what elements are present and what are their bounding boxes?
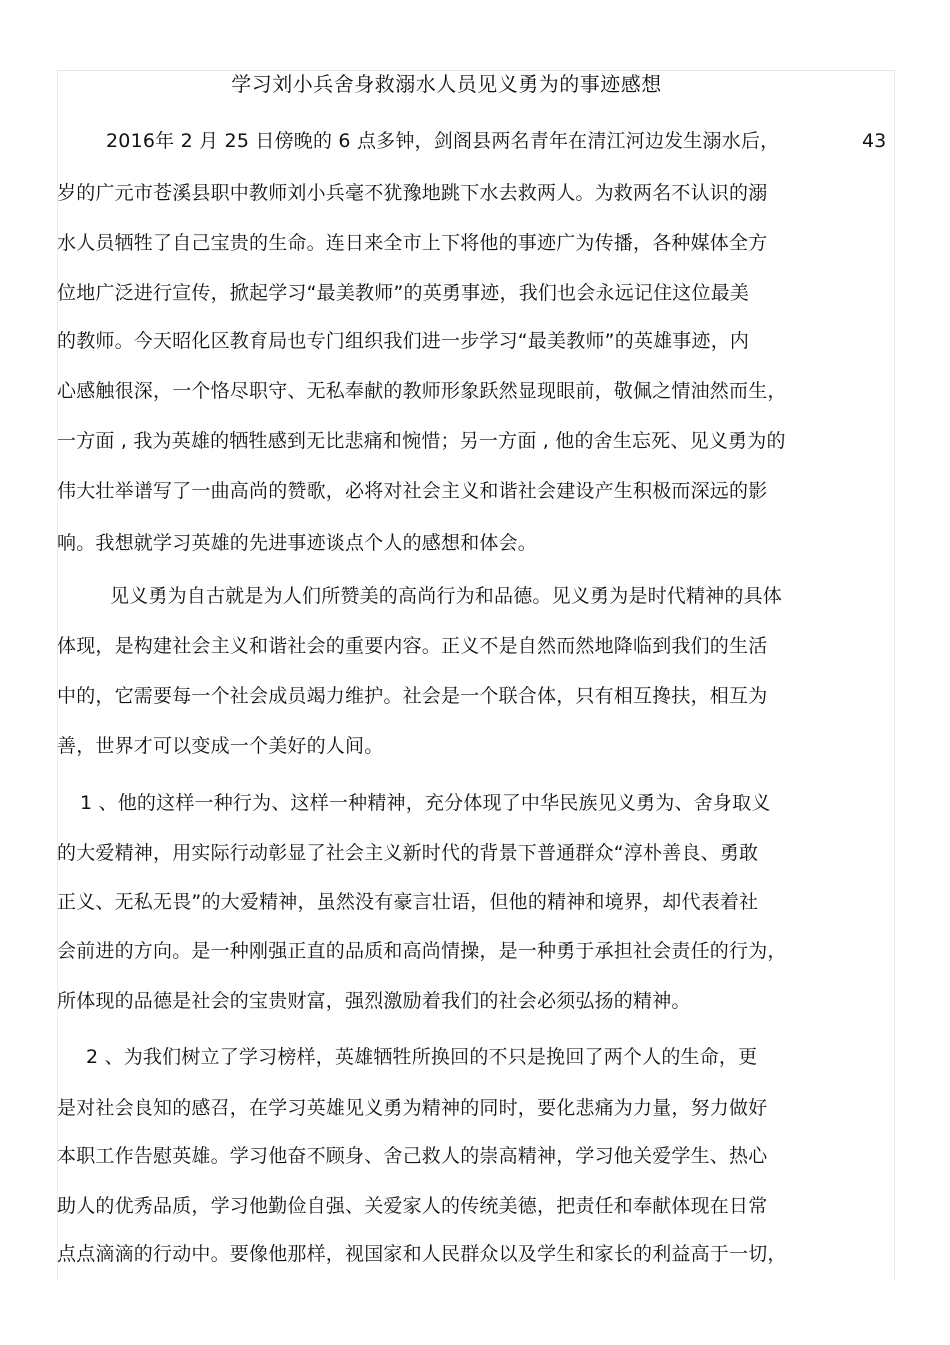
p1-line-7: 一方面 , 我为英雄的牺牲感到无比悲痛和惋惜；另一方面 , 他的舍生忘死、见义勇为的 — [57, 430, 786, 452]
p4-line-1: 2 、为我们树立了学习榜样，英雄牺牲所换回的不只是挽回了两个人的生命，更 — [86, 1046, 758, 1068]
p4-line-2: 是对社会良知的感召，在学习英雄见义勇为精神的同时，要化悲痛为力量，努力做好 — [57, 1097, 768, 1119]
p3-line-1: 1 、他的这样一种行为、这样一种精神，充分体现了中华民族见义勇为、舍身取义 — [80, 792, 771, 814]
p2-line-3: 中的，它需要每一个社会成员竭力维护。社会是一个联合体，只有相互搀扶，相互为 — [57, 685, 768, 707]
p1-line-8: 伟大壮举谱写了一曲高尚的赞歌，必将对社会主义和谐社会建设产生积极而深远的影 — [57, 480, 768, 502]
p3-line-5: 所体现的品德是社会的宝贵财富，强烈激励着我们的社会必须弘扬的精神。 — [57, 990, 691, 1012]
p4-line-3: 本职工作告慰英雄。学习他奋不顾身、舍己救人的崇高精神，学习他关爱学生、热心 — [57, 1145, 768, 1167]
p3-line-3: 正义、无私无畏”的大爱精神，虽然没有豪言壮语，但他的精神和境界，却代表着社 — [57, 891, 759, 913]
p1-line-6: 心感触很深，一个恪尽职守、无私奉献的教师形象跃然显现眼前，敬佩之情油然而生， — [57, 380, 787, 402]
p3-line-4: 会前进的方向。是一种刚强正直的品质和高尚情操，是一种勇于承担社会责任的行为， — [57, 940, 787, 962]
p1-line-1: 2016年 2 月 25 日傍晚的 6 点多钟，剑阁县两名青年在清江河边发生溺水后， — [106, 130, 780, 152]
p2-line-1: 见义勇为自古就是为人们所赞美的高尚行为和品德。见义勇为是时代精神的具体 — [110, 585, 783, 607]
p2-line-4: 善，世界才可以变成一个美好的人间。 — [57, 735, 384, 757]
document-title — [0, 70, 893, 98]
p1-line-9: 响。我想就学习英雄的先进事迹谈点个人的感想和体会。 — [57, 532, 538, 554]
p1-line-4: 位地广泛进行宣传，掀起学习“最美教师”的英勇事迹，我们也会永远记住这位最美 — [57, 282, 750, 304]
p4-line-5: 点点滴滴的行动中。要像他那样，视国家和人民群众以及学生和家长的利益高于一切， — [57, 1243, 787, 1265]
p4-line-4: 助人的优秀品质，学习他勤俭自强、关爱家人的传统美德，把责任和奉献体现在日常 — [57, 1195, 768, 1217]
p2-line-2: 体现，是构建社会主义和谐社会的重要内容。正义不是自然而然地降临到我们的生活 — [57, 635, 768, 657]
p1-line-2: 岁的广元市苍溪县职中教师刘小兵毫不犹豫地跳下水去救两人。为救两名不认识的溺 — [57, 182, 768, 204]
document-title-text: 学习刘小兵舍身救溺水人员见义勇为的事迹感想 — [231, 72, 662, 96]
p1-line-1-end: 43 — [862, 130, 887, 152]
p1-line-5: 的教师。今天昭化区教育局也专门组织我们进一步学习“最美教师”的英雄事迹，内 — [57, 330, 750, 352]
p1-line-3: 水人员牺牲了自己宝贵的生命。连日来全市上下将他的事迹广为传播，各种媒体全方 — [57, 232, 768, 254]
p3-line-2: 的大爱精神，用实际行动彰显了社会主义新时代的背景下普通群众“淳朴善良、勇敢 — [57, 842, 759, 864]
